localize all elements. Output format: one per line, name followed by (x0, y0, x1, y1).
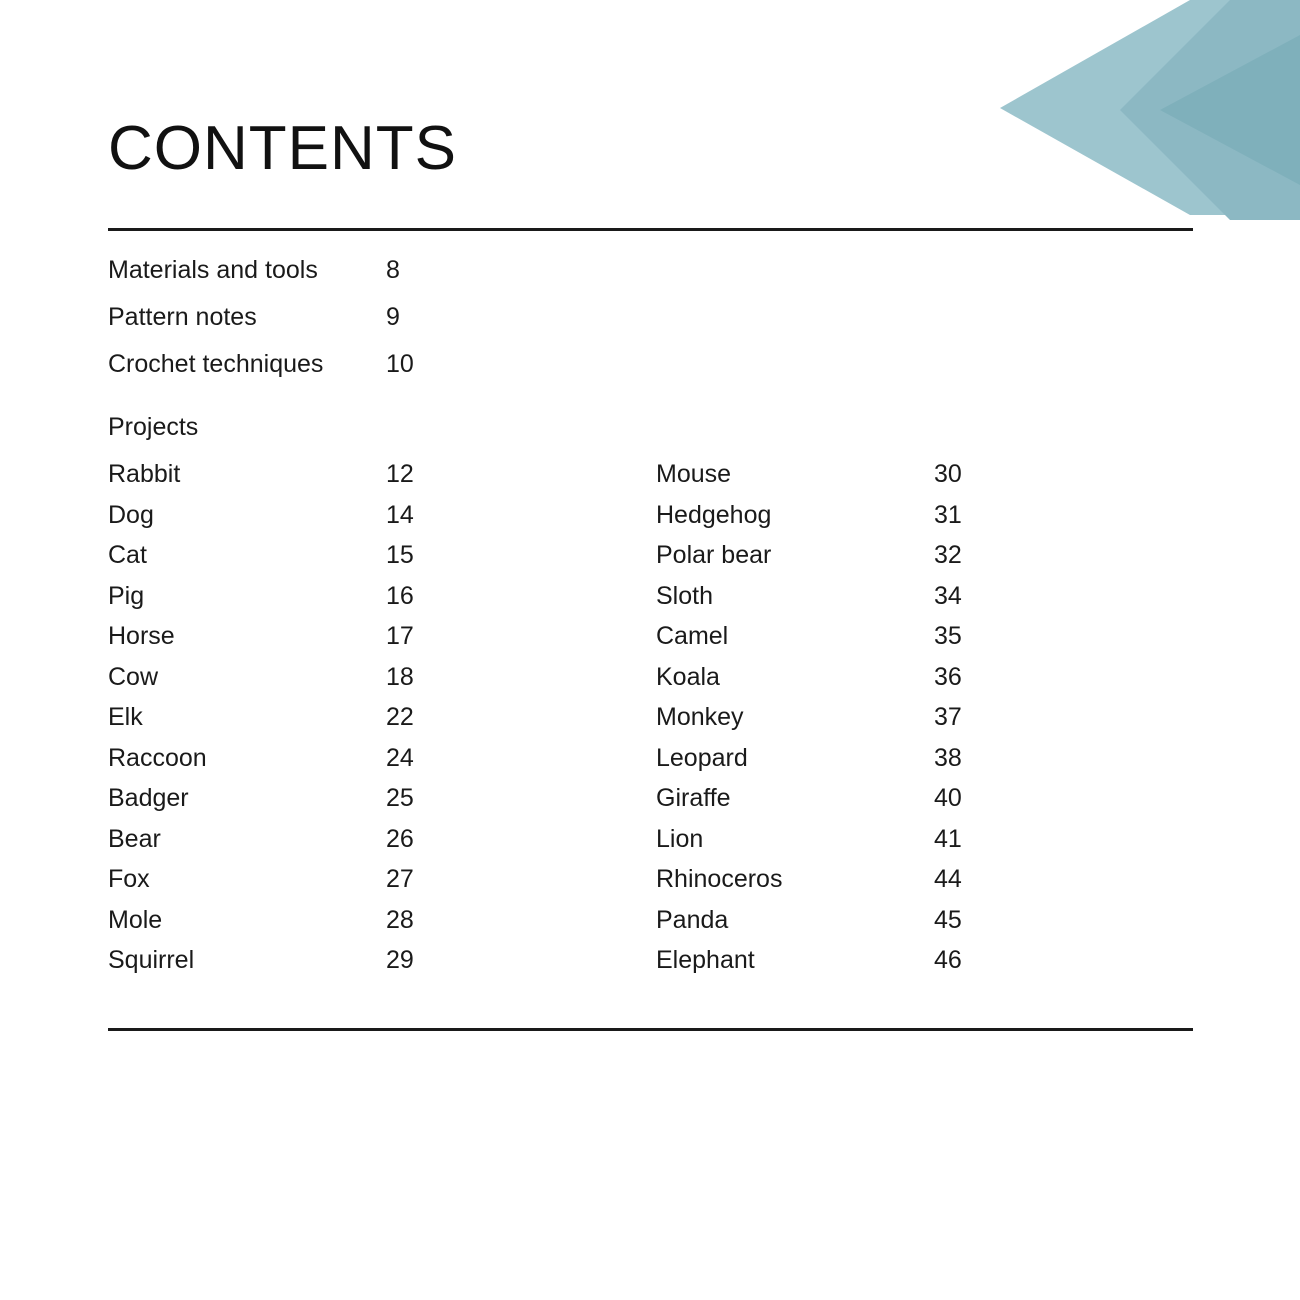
toc-entry-label: Panda (656, 905, 729, 934)
toc-entry-label: Koala (656, 662, 720, 691)
toc-entry-page: 32 (934, 541, 962, 569)
toc-entry-label: Polar bear (656, 541, 772, 569)
toc-entry-label: Badger (108, 784, 189, 812)
toc-entry-label: Crochet techniques (108, 350, 324, 378)
toc-entry-page: 22 (386, 703, 414, 731)
toc-entry-label: Mole (108, 905, 163, 934)
toc-entry-label: Pig (108, 581, 145, 610)
divider-bottom (108, 1028, 1193, 1031)
toc-entry-label: Raccoon (108, 743, 207, 772)
toc-entry[interactable] (656, 500, 1204, 529)
toc-entry-page: 15 (386, 541, 414, 569)
projects-heading: Projects (108, 413, 199, 441)
toc-entry-page: 17 (386, 622, 414, 650)
toc-entry[interactable] (108, 305, 1193, 330)
toc-entry-page: 29 (386, 946, 414, 974)
toc-entry-page: 46 (934, 946, 962, 974)
toc-entry[interactable] (108, 662, 656, 691)
toc-entry[interactable] (108, 867, 656, 892)
toc-entry-page: 35 (934, 622, 962, 650)
toc-entry-page: 36 (934, 662, 962, 691)
toc-entry-page: 30 (934, 460, 962, 488)
toc-entry-label: Materials and tools (108, 256, 318, 284)
toc-entry[interactable] (656, 867, 1204, 892)
toc-entry-label: Leopard (656, 743, 748, 772)
toc-entry-page: 12 (386, 460, 414, 488)
toc-entry[interactable] (656, 743, 1204, 772)
toc-entry-label: Bear (108, 824, 161, 853)
toc-entry[interactable] (108, 581, 656, 610)
toc-entry-page: 28 (386, 905, 414, 934)
toc-entry[interactable] (656, 948, 1204, 973)
toc-entry[interactable] (656, 462, 1204, 487)
toc-entry[interactable] (108, 905, 656, 934)
toc-entry[interactable] (656, 786, 1204, 811)
toc-entry-page: 8 (386, 256, 400, 284)
divider-top (108, 228, 1193, 231)
toc-entry[interactable] (108, 500, 656, 529)
toc-entry-page: 16 (386, 581, 414, 610)
toc-entry-label: Giraffe (656, 784, 731, 812)
projects-column-left (108, 462, 656, 989)
toc-entry-page: 25 (386, 784, 414, 812)
toc-entry-label: Fox (108, 865, 150, 893)
toc-entry-label: Dog (108, 500, 154, 529)
toc-entry-page: 44 (934, 865, 962, 893)
toc-entry[interactable] (108, 948, 656, 973)
toc-entry[interactable] (656, 824, 1204, 853)
toc-entry[interactable] (656, 624, 1204, 649)
toc-entry-label: Elephant (656, 946, 755, 974)
toc-entry[interactable] (108, 743, 656, 772)
projects-column-right (656, 462, 1204, 989)
toc-entry-page: 14 (386, 500, 414, 529)
toc-entry[interactable] (108, 705, 656, 730)
toc-entry-page: 45 (934, 905, 962, 934)
toc-entry-label: Sloth (656, 581, 713, 610)
toc-entry-page: 34 (934, 581, 962, 610)
toc-entry[interactable] (108, 352, 1193, 377)
toc-entry-label: Horse (108, 622, 175, 650)
toc-entry[interactable] (656, 705, 1204, 730)
toc-entry-page: 41 (934, 824, 962, 853)
toc-entry-page: 26 (386, 824, 414, 853)
toc-entry-label: Squirrel (108, 946, 195, 974)
toc-entry-page: 38 (934, 743, 962, 772)
toc-entry[interactable] (656, 543, 1204, 568)
toc-entry-label: Rhinoceros (656, 865, 783, 893)
toc-entry-page: 24 (386, 743, 414, 772)
front-matter-list (108, 258, 1193, 377)
chevron-decoration-icon (1000, 0, 1300, 240)
toc-entry-label: Monkey (656, 703, 744, 731)
toc-entry-label: Rabbit (108, 460, 181, 488)
toc-entry[interactable] (108, 462, 656, 487)
toc-entry-page: 27 (386, 865, 414, 893)
toc-entry-label: Camel (656, 622, 729, 650)
toc-entry[interactable] (656, 581, 1204, 610)
toc-entry-page: 37 (934, 703, 962, 731)
toc-entry[interactable] (108, 786, 656, 811)
toc-entry[interactable] (108, 624, 656, 649)
toc-entry-label: Pattern notes (108, 303, 257, 331)
projects-columns (108, 462, 1193, 989)
toc-entry-page: 18 (386, 662, 414, 691)
toc-entry-label: Cow (108, 662, 159, 691)
toc-entry[interactable] (656, 905, 1204, 934)
table-of-contents (108, 258, 1193, 989)
toc-entry[interactable] (108, 258, 1193, 283)
toc-entry[interactable] (108, 824, 656, 853)
toc-entry-label: Cat (108, 541, 147, 569)
toc-entry[interactable] (108, 543, 656, 568)
toc-entry[interactable] (656, 662, 1204, 691)
toc-entry-page: 40 (934, 784, 962, 812)
toc-entry-page: 31 (934, 500, 962, 529)
toc-entry-label: Lion (656, 824, 704, 853)
page-title: CONTENTS (108, 114, 457, 183)
toc-entry-label: Mouse (656, 460, 732, 488)
toc-entry-page: 10 (386, 350, 414, 378)
toc-entry-page: 9 (386, 303, 400, 331)
toc-entry-label: Hedgehog (656, 500, 772, 529)
toc-entry-label: Elk (108, 703, 143, 731)
